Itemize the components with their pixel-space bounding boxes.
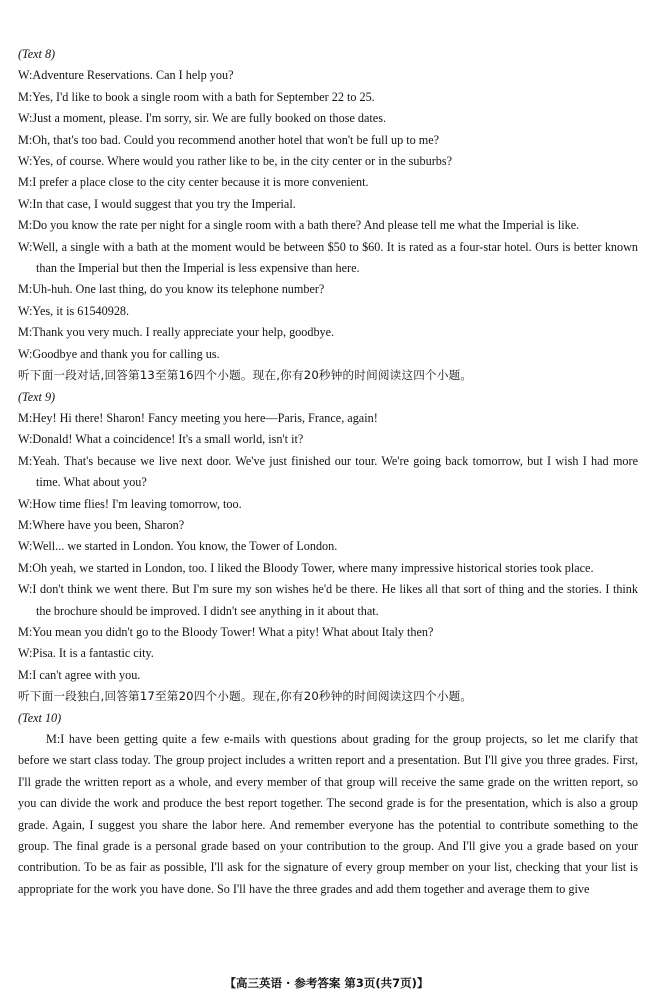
listening-instruction: 听下面一段独白,回答第17至第20四个小题。现在,你有20秒钟的时间阅读这四个小题。 <box>18 689 473 704</box>
monologue-paragraph: M:I have been getting quite a few e-mails with questions about grading for the group projects, so let me clarify that before we start class today. The group project includes a written report and a presentation. But I'll give you three grades. First, I'll grade the written report as a whole, and every member of that group will receive the same grade on the written report, so you can divide the work and produce the best report together. The second grade is for the presentation, which is also a group grade. Again, I suggest you share the labor here. And remember everyone has the potential to contribute something to the group. The final grade is a personal grade based on your contribution to the group. And I'll give you a grade based on your contribution. To be as fair as possible, I'll ask for the signature of every group member on your list, checking that your list is appropriate for the work you have done. So I'll have the three grades and add them together and average them to give <box>18 732 638 896</box>
dialogue-line: W:Yes, it is 61540928. <box>18 303 130 318</box>
dialogue-line: W:Donald! What a coincidence! It's a small world, isn't it? <box>18 432 304 447</box>
dialogue-line: W:How time flies! I'm leaving tomorrow, too. <box>18 496 242 511</box>
dialogue-line: M:You mean you didn't go to the Bloody Tower! What a pity! What about Italy then? <box>18 624 434 639</box>
dialogue-line: W:I don't think we went there. But I'm sure my son wishes he'd be there. He likes all that sort of thing and the stories. I think the brochure should be improved. I didn't see anything in it about that. <box>18 582 638 618</box>
dialogue-line: M:Hey! Hi there! Sharon! Fancy meeting you here—Paris, France, again! <box>18 410 378 425</box>
dialogue-line: W:Well, a single with a bath at the moment would be between $50 to $60. It is rated as a four-star hotel. Ours is better known than the Imperial but then the Imperial is less expensive than here. <box>18 239 638 276</box>
dialogue-line: M:Oh, that's too bad. Could you recommend another hotel that won't be full up to me? <box>18 132 440 147</box>
dialogue-line: M:Do you know the rate per night for a single room with a bath there? And please tell me what the Imperial is like. <box>18 218 580 233</box>
dialogue-line: M:Uh-huh. One last thing, do you know its telephone number? <box>18 282 325 297</box>
dialogue-line: M:Yes, I'd like to book a single room with a bath for September 22 to 25. <box>18 89 375 104</box>
text8-label: (Text 8) <box>18 47 56 61</box>
dialogue-line: W:Adventure Reservations. Can I help you? <box>18 68 234 83</box>
dialogue-line: M:Yeah. That's because we live next door. We've just finished our tour. We're going back tomorrow, but I wish I had more time. What about you? <box>18 453 638 490</box>
dialogue-line: W:Just a moment, please. I'm sorry, sir. We are fully booked on those dates. <box>18 111 386 126</box>
dialogue-line: M:I can't agree with you. <box>18 667 141 682</box>
listening-instruction: 听下面一段对话,回答第13至第16四个小题。现在,你有20秒钟的时间阅读这四个小题。 <box>18 368 473 383</box>
dialogue-line: W:Goodbye and thank you for calling us. <box>18 346 220 361</box>
page-footer: 【高三英语 · 参考答案 第3页(共7页)】 <box>224 976 429 990</box>
text9-label: (Text 9) <box>18 389 56 404</box>
dialogue-line: W:Pisa. It is a fantastic city. <box>18 646 154 661</box>
dialogue-line: W:Yes, of course. Where would you rather like to be, in the city center or in the suburbs? <box>18 154 453 169</box>
dialogue-line: M:Oh yeah, we started in London, too. I liked the Bloody Tower, where many impressive historical stories took place. <box>18 560 594 575</box>
dialogue-line: W:Well... we started in London. You know, the Tower of London. <box>18 539 338 554</box>
dialogue-line: W:In that case, I would suggest that you try the Imperial. <box>18 196 296 211</box>
answer-key-page <box>18 44 638 900</box>
dialogue-line: M:I prefer a place close to the city center because it is more convenient. <box>18 175 369 190</box>
dialogue-line: M:Where have you been, Sharon? <box>18 517 185 532</box>
text10-label: (Text 10) <box>18 710 62 725</box>
dialogue-line: M:Thank you very much. I really appreciate your help, goodbye. <box>18 325 335 340</box>
